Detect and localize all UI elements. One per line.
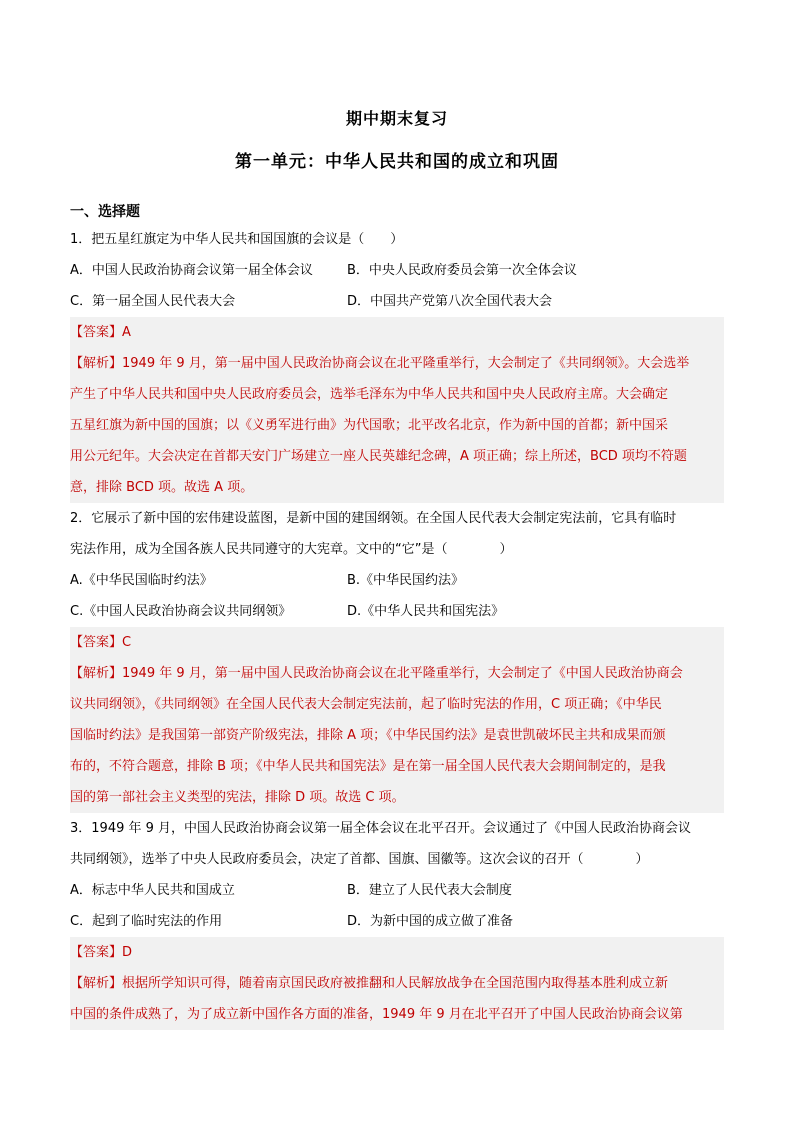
doc-title: 期中期末复习 bbox=[345, 109, 448, 128]
analysis-label: 【解析】 bbox=[70, 976, 123, 991]
q3-option-a: A．标志中华人民共和国成立 bbox=[70, 883, 235, 898]
q3-options-row1 bbox=[70, 875, 724, 906]
q1-analysis-line bbox=[70, 348, 724, 379]
q2-options-row2 bbox=[70, 596, 724, 627]
q1-analysis-line: 意，排除 BCD 项。故选 A 项。 bbox=[70, 472, 724, 503]
q1-option-c: C．第一届全国人民代表大会 bbox=[70, 294, 236, 309]
section-heading: 一、选择题 bbox=[70, 204, 140, 220]
q3-answer bbox=[70, 937, 724, 968]
q3-stem: 共同纲领》，选举了中央人民政府委员会，决定了首都、国旗、国徽等。这次会议的召开（ ） bbox=[70, 852, 649, 867]
q3-stem: 3．1949 年 9 月，中国人民政治协商会议第一届全体会议在北平召开。会议通过了《中国人民政治协商会议 bbox=[70, 821, 692, 836]
q3-analysis-line: 中国的条件成熟了，为了成立新中国作各方面的准备，1949 年 9 月在北平召开了中国人民政治协商会议第 bbox=[70, 999, 724, 1030]
question-list bbox=[70, 224, 724, 1030]
q1-analysis-line: 五星红旗为新中国的国旗；以《义勇军进行曲》为代国歌；北平改名北京，作为新中国的首都；新中国采 bbox=[70, 410, 724, 441]
q1-option-b: B．中央人民政府委员会第一次全体会议 bbox=[347, 263, 577, 278]
q3-option-c: C．起到了临时宪法的作用 bbox=[70, 914, 223, 929]
q1-stem: 1．把五星红旗定为中华人民共和国国旗的会议是（ ） bbox=[70, 232, 404, 247]
answer-label: 【答案】 bbox=[70, 945, 123, 960]
q1-option-a: A．中国人民政治协商会议第一届全体会议 bbox=[70, 263, 313, 278]
q2-options-row1 bbox=[70, 565, 724, 596]
q2-answer bbox=[70, 627, 724, 658]
q3-analysis-line bbox=[70, 968, 724, 999]
q2-answer-value: C bbox=[122, 635, 132, 650]
q2-analysis-text: 1949 年 9 月，第一届中国人民政治协商会议在北平隆重举行，大会制定了《中国人民政治协商会 bbox=[122, 666, 683, 681]
q2-stem: 2．它展示了新中国的宏伟建设蓝图，是新中国的建国纲领。在全国人民代表大会制定宪法前，它具有临时 bbox=[70, 511, 677, 526]
doc-subtitle: 第一单元：中华人民共和国的成立和巩固 bbox=[235, 152, 559, 172]
q2-analysis-line: 国临时约法》是我国第一部资产阶级宪法，排除 A 项；《中华民国约法》是袁世凯破坏民主共和成果而颁 bbox=[70, 720, 724, 751]
q1-options-row2 bbox=[70, 286, 724, 317]
q3-answer-value: D bbox=[122, 945, 133, 960]
q2-analysis-line: 议共同纲领》，《共同纲领》在全国人民代表大会制定宪法前，起了临时宪法的作用，C 项正确；《中华民 bbox=[70, 689, 724, 720]
q2-option-c: C.《中国人民政治协商会议共同纲领》 bbox=[70, 604, 292, 619]
q2-analysis-line: 布的，不符合题意，排除 B 项；《中华人民共和国宪法》是在第一届全国人民代表大会期间制定的，是我 bbox=[70, 751, 724, 782]
analysis-label: 【解析】 bbox=[70, 666, 123, 681]
q1-options-row1 bbox=[70, 255, 724, 286]
q1-analysis-text: 1949 年 9 月，第一届中国人民政治协商会议在北平隆重举行，大会制定了《共同纲领》。大会选举 bbox=[122, 356, 690, 371]
q2-option-b: B.《中华民国约法》 bbox=[347, 573, 465, 588]
q1-analysis-line: 产生了中华人民共和国中央人民政府委员会，选举毛泽东为中华人民共和国中央人民政府主席。大会确定 bbox=[70, 379, 724, 410]
answer-label: 【答案】 bbox=[70, 635, 123, 650]
answer-label: 【答案】 bbox=[70, 325, 123, 340]
q2-option-d: D.《中华人民共和国宪法》 bbox=[347, 604, 505, 619]
q3-option-d: D．为新中国的成立做了准备 bbox=[347, 914, 514, 929]
q2-analysis-line bbox=[70, 658, 724, 689]
q1-option-d: D．中国共产党第八次全国代表大会 bbox=[347, 294, 553, 309]
q3-option-b: B．建立了人民代表大会制度 bbox=[347, 883, 512, 898]
q2-analysis-line: 国的第一部社会主义类型的宪法，排除 D 项。故选 C 项。 bbox=[70, 782, 724, 813]
q1-answer bbox=[70, 317, 724, 348]
q2-stem: 宪法作用，成为全国各族人民共同遵守的大宪章。文中的“它”是（ ） bbox=[70, 542, 513, 557]
q1-analysis-line: 用公元纪年。大会决定在首都天安门广场建立一座人民英雄纪念碑，A 项正确；综上所述，BCD 项均不符题 bbox=[70, 441, 724, 472]
q2-option-a: A.《中华民国临时约法》 bbox=[70, 573, 213, 588]
q1-answer-value: A bbox=[122, 325, 131, 340]
analysis-label: 【解析】 bbox=[70, 356, 123, 371]
q3-options-row2 bbox=[70, 906, 724, 937]
q3-analysis-text: 根据所学知识可得，随着南京国民政府被推翻和人民解放战争在全国范围内取得基本胜利成立新 bbox=[122, 976, 669, 991]
